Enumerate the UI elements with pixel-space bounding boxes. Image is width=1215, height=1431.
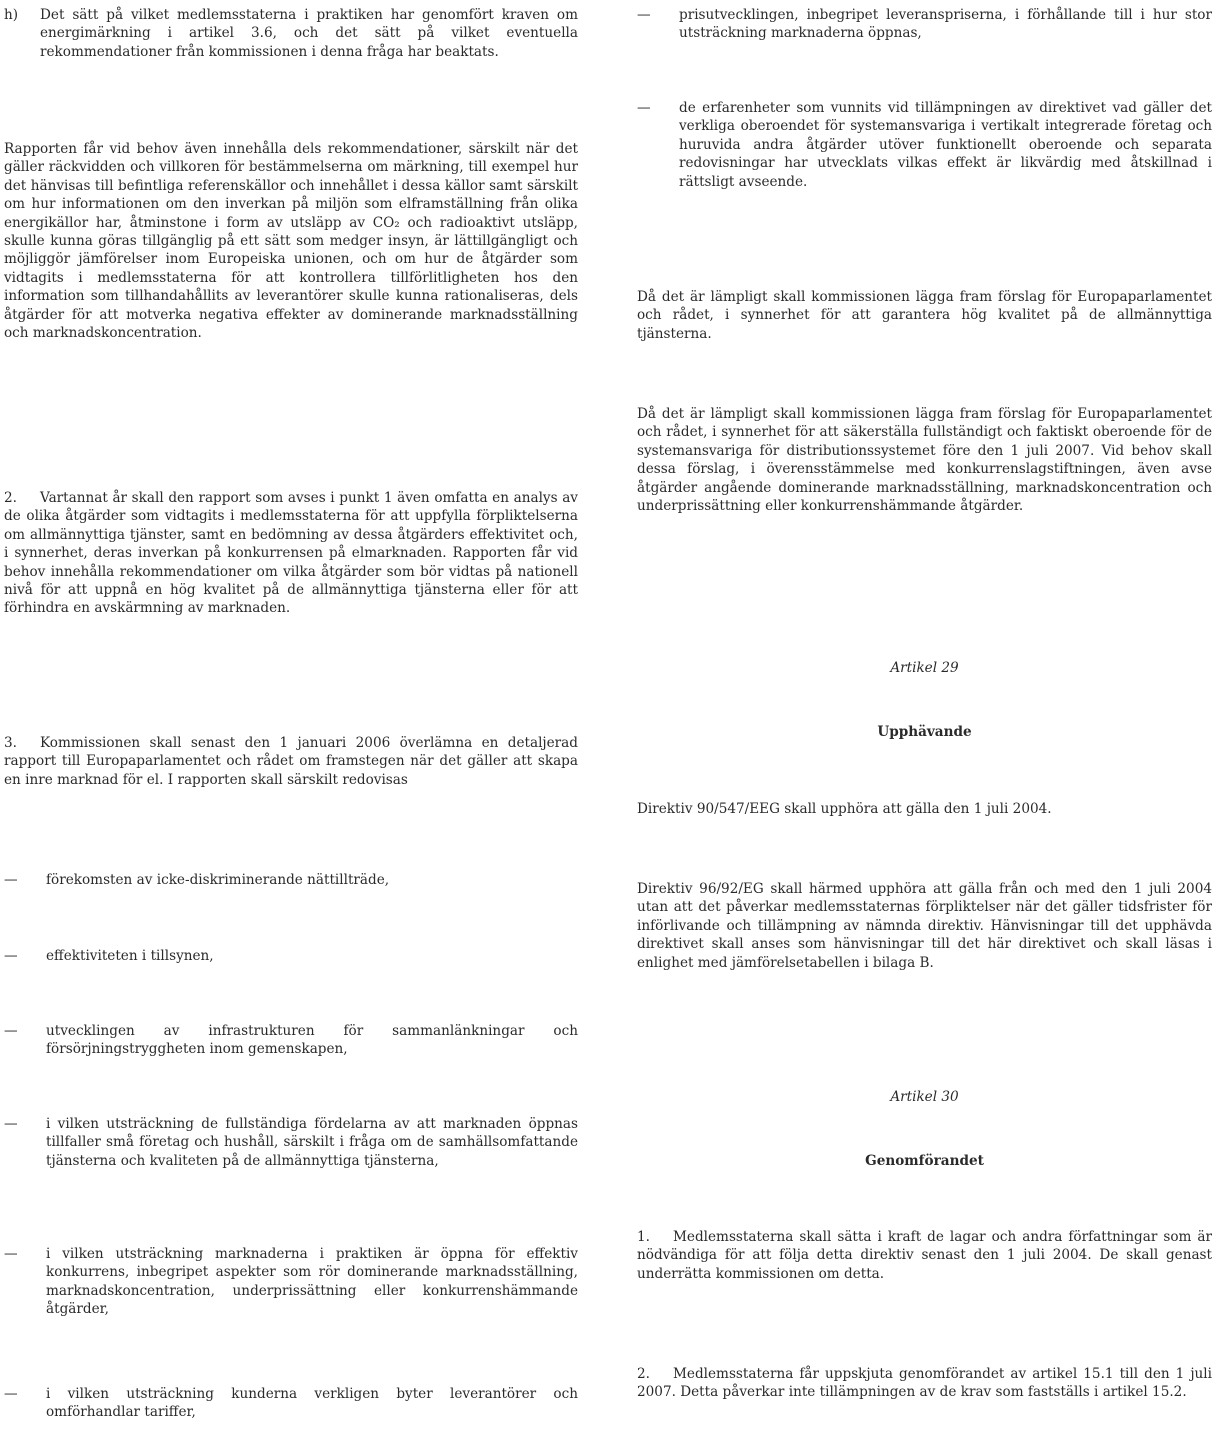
- right-paragraph-1: Då det är lämpligt skall kommissionen lägga fram förslag för Europaparlamentet och rådet, i synnerhet för att garantera hög kvalitet på de allmännyttiga tjänsterna.: [637, 289, 1212, 342]
- article-30-paragraph-2: [637, 1365, 1212, 1402]
- dash-marker: —: [637, 100, 651, 116]
- list-item-text: de erfarenheter som vunnits vid tillämpningen av direktivet vad gäller det verkliga oberoendet för systemansvariga i vertikalt integrerade företag och huruvida andra åtgärder utöver funktionellt oberoende och separata redovisningar har utvecklats vilkas effekt är likvärdig med åtskillnad i rättsligt avseende.: [679, 100, 1212, 190]
- left-paragraph-1: Rapporten får vid behov även innehålla dels rekommendationer, särskilt när det gäller räckvidden och villkoren för bestämmelserna om märkning, till exempel hur det hänvisas till befintliga referenskällor och innehållet i dessa källor samt särskilt om hur informationen om den inverkan på miljön som elframställning från olika energikällor har, åtminstone i form av utsläpp av CO₂ och radioaktivt utsläpp, skulle kunna göras tillgänglig på ett sätt som medger insyn, är lättillgängligt och möjliggör jämförelser inom Europeiska unionen, och om hur de åtgärder som vidtagits i medlemsstaterna för att kontrollera tillförlitligheten hos den information som tillhandahållits av leverantörer skulle kunna rationaliseras, dels åtgärder för att motverka negativa effekter av dominerande marknadsställning och marknadskoncentration.: [4, 141, 578, 342]
- dash-marker: —: [4, 1116, 18, 1132]
- paragraph-2-text: Vartannat år skall den rapport som avses i punkt 1 även omfatta en analys av de olika åtgärder som vidtagits i medlemsstaterna för att uppfylla förpliktelserna om allmännyttiga tjänster, samt en bedömning av dessa åtgärders effektivitet och, i synnerhet, deras inverkan på konkurrensen på elmarknaden. Rapporten får vid behov innehålla rekommendationer om vilka åtgärder som bör vidtas på nationell nivå för att uppnå en hög kvalitet på de allmännyttiga tjänsterna eller för att förhindra en avskärmning av marknaden.: [4, 490, 578, 617]
- article-30-paragraph-2-number: 2.: [637, 1366, 650, 1382]
- paragraph-3-text: Kommissionen skall senast den 1 januari 2006 överlämna en detaljerad rapport till Europaparlamentet och rådet om framstegen när det gäller att skapa en inre marknad för el. I rapporten skall särskilt redovisas: [4, 735, 578, 788]
- list-item: [4, 947, 578, 965]
- left-paragraph-3: [4, 734, 578, 789]
- dash-marker: —: [637, 7, 651, 23]
- article-30-paragraph-1-text: Medlemsstaterna skall sätta i kraft de lagar och andra författningar som är nödvändiga för att följa detta direktiv senast den 1 juli 2004. De skall genast underrätta kommissionen om detta.: [637, 1229, 1212, 1282]
- left-paragraph-2: [4, 489, 578, 618]
- item-h-text: Det sätt på vilket medlemsstaterna i praktiken har genomfört kraven om energimärkning i artikel 3.6, och det sätt på vilket eventuella rekommendationer från kommissionen i denna fråga har beaktats.: [40, 7, 578, 60]
- article-29-paragraph-2: Direktiv 96/92/EG skall härmed upphöra att gälla från och med den 1 juli 2004 utan att det påverkar medlemsstaternas förpliktelser när det gäller tidsfrister för införlivande och tillämpning av nämnda direktiv. Hänvisningar till det upphävda direktivet skall anses som hänvisningar till det här direktivet och skall läsas i enlighet med jämförelsetabellen i bilaga B.: [637, 881, 1212, 971]
- list-item-text: effektiviteten i tillsynen,: [46, 948, 214, 964]
- article-29-title: Upphävande: [877, 724, 972, 740]
- paragraph-3-number: 3.: [4, 735, 17, 751]
- list-item-text: prisutvecklingen, inbegripet leveranspriserna, i förhållande till i hur stor utsträckning marknaderna öppnas,: [679, 7, 1212, 42]
- dash-marker: —: [4, 872, 18, 888]
- article-30-paragraph-1-number: 1.: [637, 1229, 650, 1245]
- list-item-text: utvecklingen av infrastrukturen för sammanlänkningar och försörjningstryggheten inom gemenskapen,: [46, 1023, 578, 1058]
- article-29-paragraph-1: Direktiv 90/547/EEG skall upphöra att gälla den 1 juli 2004.: [637, 801, 1052, 817]
- list-item-text: förekomsten av icke-diskriminerande nättillträde,: [46, 872, 390, 888]
- item-h-marker: h): [4, 7, 19, 23]
- article-30-paragraph-2-text: Medlemsstaterna får uppskjuta genomförandet av artikel 15.1 till den 1 juli 2007. Detta påverkar inte tillämpningen av de krav som fastställs i artikel 15.2.: [637, 1366, 1212, 1401]
- list-item: [4, 1022, 578, 1059]
- article-30-title: Genomförandet: [865, 1153, 984, 1169]
- list-item: [4, 1385, 578, 1422]
- item-h: [4, 6, 578, 61]
- list-item: [637, 99, 1212, 191]
- dash-marker: —: [4, 1246, 18, 1262]
- list-item: [4, 1245, 578, 1319]
- article-30-number: Artikel 30: [890, 1089, 959, 1105]
- list-item-text: i vilken utsträckning kunderna verkligen byter leverantörer och omförhandlar tariffer,: [46, 1386, 578, 1421]
- list-item-text: i vilken utsträckning de fullständiga fördelarna av att marknaden öppnas tillfaller små företag och hushåll, särskilt i fråga om de samhällsomfattande tjänsterna och kvaliteten på de allmännyttiga tjänsterna,: [46, 1116, 578, 1169]
- dash-marker: —: [4, 948, 18, 964]
- paragraph-2-number: 2.: [4, 490, 17, 506]
- article-29-number: Artikel 29: [890, 660, 959, 676]
- list-item: [4, 1115, 578, 1170]
- list-item: [637, 6, 1212, 43]
- article-30-paragraph-1: [637, 1228, 1212, 1283]
- list-item: [4, 871, 578, 889]
- list-item-text: i vilken utsträckning marknaderna i praktiken är öppna för effektiv konkurrens, inbegripet aspekter som rör dominerande marknadsställning, marknadskoncentration, underprissättning eller konkurrenshämmande åtgärder,: [46, 1246, 578, 1318]
- dash-marker: —: [4, 1386, 18, 1402]
- right-paragraph-2: Då det är lämpligt skall kommissionen lägga fram förslag för Europaparlamentet och rådet, i synnerhet för att säkerställa fullständigt och faktiskt oberoende för de systemansvariga för distributionssystemet före den 1 juli 2007. Vid behov skall dessa förslag, i överensstämmelse med konkurrenslagstiftningen, även avse åtgärder angående dominerande marknadsställning, marknadskoncentration och underprissättning eller konkurrenshämmande åtgärder.: [637, 406, 1212, 515]
- dash-marker: —: [4, 1023, 18, 1039]
